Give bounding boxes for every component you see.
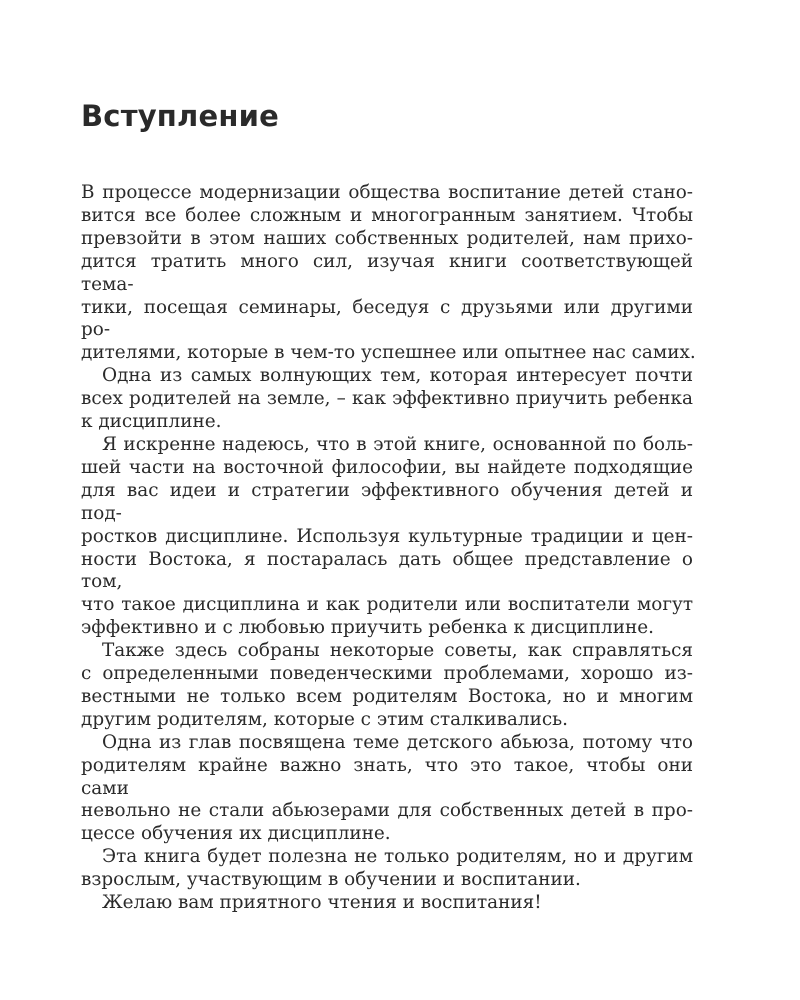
paragraph	[81, 892, 693, 915]
text-line: дителями, которые в чем-то успешнее или опытнее нас самих.	[81, 342, 696, 364]
text-line: ности Востока, я постаралась дать общее представление о том,	[81, 548, 693, 593]
paragraph	[81, 846, 693, 892]
text-line: невольно не стали абьюзерами для собственных детей в про-	[81, 800, 693, 822]
text-line: родителям крайне важно знать, что это такое, чтобы они сами	[81, 754, 693, 799]
chapter-body	[81, 182, 696, 915]
text-line: Эта книга будет полезна не только родителям, но и другим	[102, 846, 693, 868]
paragraph	[81, 365, 693, 434]
text-line: эффективно и с любовью приучить ребенка к дисциплине.	[81, 617, 654, 639]
paragraph	[81, 182, 696, 365]
text-line: Также здесь собраны некоторые советы, как справляться	[102, 640, 693, 662]
text-line: дится тратить много сил, изучая книги соответствующей тема-	[81, 250, 693, 295]
text-line: Желаю вам приятного чтения и воспитания!	[102, 892, 542, 914]
text-line: взрослым, участвующим в обучении и воспитании.	[81, 869, 581, 891]
text-line: Одна из самых волнующих тем, которая интересует почти	[102, 365, 693, 387]
text-line: с определенными поведенческими проблемами, хорошо из-	[81, 663, 693, 685]
paragraph	[81, 640, 693, 732]
text-line: вится все более сложным и многогранным занятием. Чтобы	[81, 204, 693, 226]
text-line: шей части на восточной философии, вы найдете подходящие	[81, 456, 693, 478]
text-line: Одна из глав посвящена теме детского абьюза, потому что	[102, 731, 693, 753]
paragraph	[81, 434, 693, 640]
text-line: что такое дисциплина и как родители или воспитатели могут	[81, 594, 693, 616]
text-line: превзойти в этом наших собственных родителей, нам прихо-	[81, 227, 693, 249]
text-line: цессе обучения их дисциплине.	[81, 823, 391, 845]
text-line: В процессе модернизации общества воспитание детей стано-	[81, 182, 693, 203]
chapter-title: Вступление	[81, 99, 279, 133]
text-line: вестными не только всем родителям Востока, но и многим	[81, 685, 693, 707]
text-line: всех родителей на земле, – как эффективно приучить ребенка	[81, 388, 693, 410]
text-line: тики, посещая семинары, беседуя с друзьями или другими ро-	[81, 296, 693, 341]
text-line: ростков дисциплине. Используя культурные традиции и цен-	[81, 525, 693, 547]
text-line: другим родителям, которые с этим сталкивались.	[81, 708, 568, 730]
text-line: к дисциплине.	[81, 411, 222, 433]
text-line: для вас идеи и стратегии эффективного обучения детей и под-	[81, 479, 693, 524]
text-line: Я искренне надеюсь, что в этой книге, основанной по боль-	[102, 433, 693, 455]
paragraph	[81, 732, 693, 847]
